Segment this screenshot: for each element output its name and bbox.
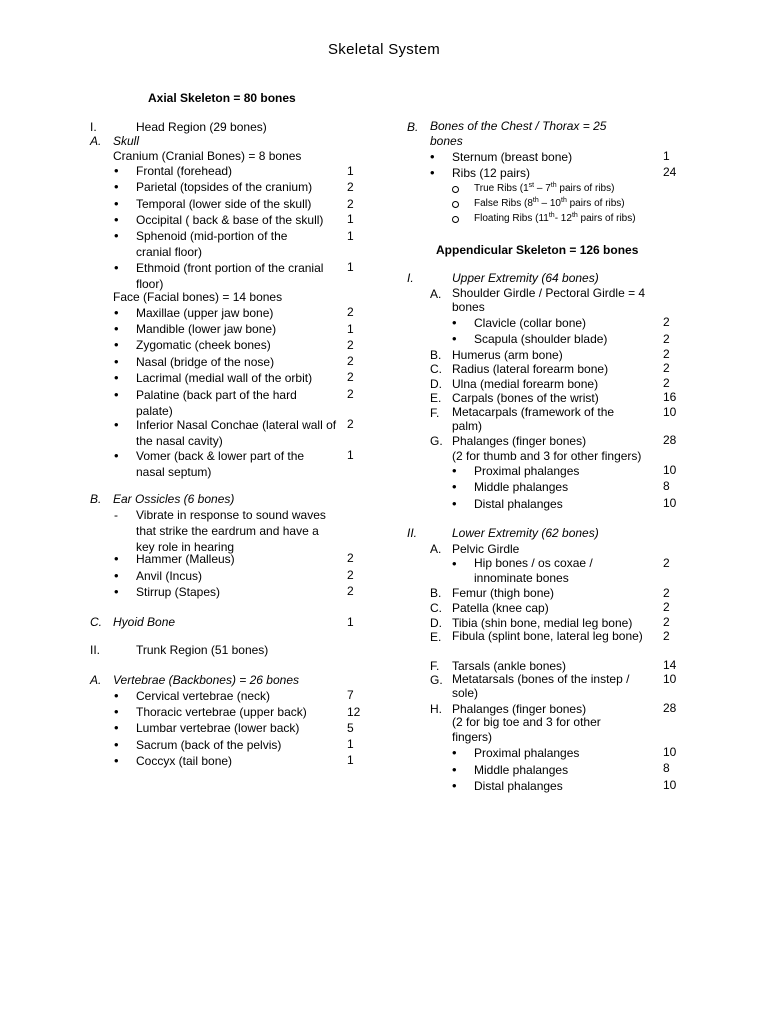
list-item: Shoulder Girdle / Pectoral Girdle = 4 bones (452, 286, 646, 314)
ear-label: Ear Ossicles (6 bones) (113, 492, 235, 506)
ear-num: B. (90, 492, 102, 506)
count: 10 (663, 672, 677, 686)
item-letter: E. (430, 391, 442, 405)
list-item: • Middle phalanges (474, 479, 568, 495)
item-letter: B. (430, 348, 442, 362)
list-item: • Anvil (Incus) (136, 568, 202, 584)
toe-note: (2 for big toe and 3 for other fingers) (452, 715, 601, 744)
list-item: • Frontal (forehead) (136, 163, 232, 179)
count: 7 (347, 688, 354, 702)
list-item: • Parietal (topsides of the cranium) (136, 179, 312, 195)
list-item: • Coccyx (tail bone) (136, 753, 232, 769)
trunk-num: II. (90, 643, 101, 657)
hyoid-num: C. (90, 615, 102, 629)
list-item: Metatarsals (bones of the instep / sole) (452, 672, 630, 700)
list-item: • Hip bones / os coxae / innominate bones (474, 556, 639, 586)
count: 1 (347, 212, 354, 226)
list-item: • Lacrimal (medial wall of the orbit) (136, 370, 312, 386)
count: 1 (347, 164, 354, 178)
axial-heading: Axial Skeleton = 80 bones (148, 91, 296, 105)
item-letter: B. (430, 586, 442, 600)
count: 1 (347, 322, 354, 336)
list-item: • Scapula (shoulder blade) (474, 331, 607, 347)
chest-num: B. (407, 120, 419, 134)
count: 24 (663, 165, 677, 179)
page-title: Skeletal System (327, 41, 441, 58)
item-letter: H. (430, 702, 442, 716)
count: 8 (663, 479, 670, 493)
upper-label: Upper Extremity (64 bones) (452, 271, 599, 285)
list-item: • Proximal phalanges (474, 463, 579, 479)
hyoid-label: Hyoid Bone (113, 615, 176, 629)
upper-num: I. (407, 271, 414, 285)
list-item: • Sacrum (back of the pelvis) (136, 737, 281, 753)
list-item: Tarsals (ankle bones) (452, 659, 567, 673)
list-item: • Maxillae (upper jaw bone) (136, 305, 273, 321)
count: 10 (663, 778, 677, 792)
item-letter: E. (430, 630, 442, 644)
count: 2 (347, 551, 354, 565)
list-item: • Temporal (lower side of the skull) (136, 196, 311, 212)
count: 2 (663, 629, 670, 643)
skull-label: Skull (113, 134, 140, 148)
list-item: • Sphenoid (mid-portion of the cranial floor) (136, 228, 321, 260)
count: 1 (347, 260, 354, 274)
count: 2 (663, 332, 670, 346)
count: 1 (347, 229, 354, 243)
list-item: • Lumbar vertebrae (lower back) (136, 720, 299, 736)
list-item: Tibia (shin bone, medial leg bone) (452, 616, 633, 630)
face-heading: Face (Facial bones) = 14 bones (113, 290, 283, 304)
list-item: • Inferior Nasal Conchae (lateral wall of the nasal cavity) (136, 417, 341, 449)
cranium-heading: Cranium (Cranial Bones) = 8 bones (113, 149, 302, 163)
chest-label: Bones of the Chest / Thorax = 25 bones (430, 119, 607, 148)
count: 2 (347, 354, 354, 368)
list-item: • Thoracic vertebrae (upper back) (136, 704, 307, 720)
head-label: Head Region (29 bones) (136, 120, 267, 134)
list-item: • Zygomatic (cheek bones) (136, 337, 271, 353)
item-letter: D. (430, 616, 442, 630)
list-item: Pelvic Girdle (452, 542, 520, 556)
list-item: Femur (thigh bone) (452, 586, 555, 600)
count: 10 (663, 745, 677, 759)
list-item: Phalanges (finger bones) (452, 434, 587, 448)
finger-note: (2 for thumb and 3 for other fingers) (452, 449, 642, 463)
count: 2 (663, 376, 670, 390)
count: 16 (663, 390, 677, 404)
list-item: Radius (lateral forearm bone) (452, 362, 609, 376)
list-item: False Ribs (8th – 10th pairs of ribs) (474, 196, 625, 212)
list-item: • Hammer (Malleus) (136, 551, 235, 567)
count: 1 (347, 737, 354, 751)
list-item: Ulna (medial forearm bone) (452, 377, 599, 391)
list-item: • Ethmoid (front portion of the cranial floor) (136, 260, 338, 292)
list-item: • Stirrup (Stapes) (136, 584, 220, 600)
list-item: • Cervical vertebrae (neck) (136, 688, 270, 704)
count: 1 (347, 615, 354, 629)
count: 2 (347, 417, 354, 431)
list-item: • Mandible (lower jaw bone) (136, 321, 276, 337)
item-letter: G. (430, 434, 443, 448)
item-letter: G. (430, 673, 443, 687)
count: 2 (347, 568, 354, 582)
count: 1 (347, 753, 354, 767)
list-item: Metacarpals (framework of the palm) (452, 405, 615, 433)
list-item: Phalanges (finger bones) (452, 702, 587, 716)
list-item: • Nasal (bridge of the nose) (136, 354, 274, 370)
list-item: Fibula (splint bone, lateral leg bone) (452, 629, 643, 643)
count: 12 (347, 705, 361, 719)
skull-num: A. (90, 134, 102, 148)
count: 2 (663, 600, 670, 614)
list-item: • Clavicle (collar bone) (474, 315, 586, 331)
count: 2 (347, 584, 354, 598)
count: 14 (663, 658, 677, 672)
count: 10 (663, 463, 677, 477)
list-item: • Middle phalanges (474, 762, 568, 778)
item-letter: A. (430, 287, 442, 301)
list-item: True Ribs (1st – 7th pairs of ribs) (474, 181, 614, 197)
count: 2 (347, 370, 354, 384)
count: 10 (663, 496, 677, 510)
count: 2 (347, 180, 354, 194)
ear-note: - Vibrate in response to sound waves that strike the eardrum and have a key role in hearing (136, 507, 331, 555)
count: 2 (663, 361, 670, 375)
list-item: • Proximal phalanges (474, 745, 579, 761)
count: 2 (663, 556, 670, 570)
count: 5 (347, 721, 354, 735)
count: 2 (347, 305, 354, 319)
head-num: I. (90, 120, 97, 134)
item-letter: A. (430, 542, 442, 556)
appendicular-heading: Appendicular Skeleton = 126 bones (436, 243, 639, 257)
vertebrae-label: Vertebrae (Backbones) = 26 bones (113, 673, 300, 687)
list-item: • Distal phalanges (474, 496, 563, 512)
count: 28 (663, 433, 677, 447)
list-item: • Sternum (breast bone) (452, 149, 572, 165)
count: 2 (663, 347, 670, 361)
list-item: • Ribs (12 pairs) (452, 165, 530, 181)
count: 2 (347, 338, 354, 352)
trunk-label: Trunk Region (51 bones) (136, 643, 269, 657)
count: 2 (347, 387, 354, 401)
list-item: Carpals (bones of the wrist) (452, 391, 599, 405)
list-item: Floating Ribs (11th- 12th pairs of ribs) (474, 211, 636, 227)
count: 1 (663, 149, 670, 163)
item-letter: C. (430, 601, 442, 615)
item-letter: F. (430, 659, 440, 673)
count: 2 (663, 315, 670, 329)
list-item: • Occipital ( back & base of the skull) (136, 212, 323, 228)
count: 2 (663, 586, 670, 600)
lower-num: II. (407, 526, 418, 540)
lower-label: Lower Extremity (62 bones) (452, 526, 599, 540)
count: 10 (663, 405, 677, 419)
count: 28 (663, 701, 677, 715)
item-letter: C. (430, 362, 442, 376)
item-letter: F. (430, 406, 440, 420)
list-item: • Palatine (back part of the hard palate) (136, 387, 321, 419)
list-item: Humerus (arm bone) (452, 348, 563, 362)
count: 8 (663, 761, 670, 775)
list-item: Patella (knee cap) (452, 601, 549, 615)
list-item: • Distal phalanges (474, 778, 563, 794)
item-letter: D. (430, 377, 442, 391)
vertebrae-num: A. (90, 673, 102, 687)
count: 2 (347, 197, 354, 211)
count: 2 (663, 615, 670, 629)
list-item: • Vomer (back & lower part of the nasal septum) (136, 448, 321, 480)
count: 1 (347, 448, 354, 462)
